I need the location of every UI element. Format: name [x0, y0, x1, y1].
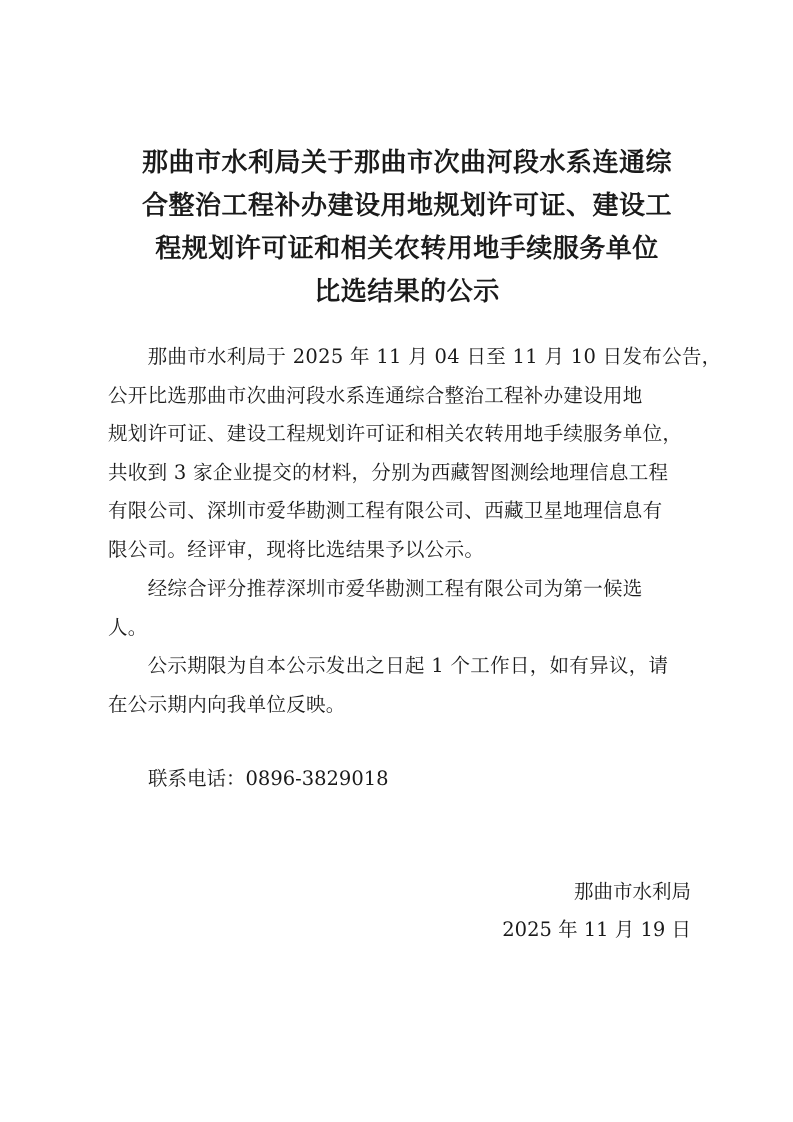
- contact-phone: 联系电话：0896-3829018: [148, 767, 389, 790]
- title-line: 合整治工程补办建设用地规划许可证、建设工: [141, 191, 672, 221]
- signature-date: 2025 年 11 月 19 日: [502, 918, 691, 941]
- title-line: 比选结果的公示: [314, 277, 500, 307]
- paragraph-period: [108, 647, 700, 724]
- paragraph-line: 公示期限为自本公示发出之日起 1 个工作日，如有异议，请: [108, 654, 669, 677]
- paragraph-line: 规划许可证、建设工程规划许可证和相关农转用地手续服务单位，: [108, 422, 683, 445]
- paragraph-line: 在公示期内向我单位反映。: [108, 692, 346, 716]
- document-title: [100, 142, 714, 314]
- paragraph-line: 经综合评分推荐深圳市爱华勘测工程有限公司为第一候选: [108, 577, 643, 600]
- paragraph-line: 共收到 3 家企业提交的材料，分别为西藏智图测绘地理信息工程: [108, 460, 669, 484]
- paragraph-announcement: [108, 338, 722, 569]
- paragraph-line: 公开比选那曲市次曲河段水系连通综合整治工程补办建设用地: [108, 383, 643, 407]
- title-line: 程规划许可证和相关农转用地手续服务单位: [155, 234, 659, 264]
- signature-organization: 那曲市水利局: [573, 880, 691, 903]
- paragraph-line: 限公司。经评审，现将比选结果予以公示。: [108, 537, 485, 561]
- title-line: 那曲市水利局关于那曲市次曲河段水系连通综: [141, 148, 672, 178]
- paragraph-line: 人。: [108, 615, 148, 639]
- paragraph-result: [108, 570, 700, 647]
- paragraph-line: 那曲市水利局于 2025 年 11 月 04 日至 11 月 10 日发布公告，: [108, 345, 722, 368]
- paragraph-line: 有限公司、深圳市爱华勘测工程有限公司、西藏卫星地理信息有: [108, 499, 663, 522]
